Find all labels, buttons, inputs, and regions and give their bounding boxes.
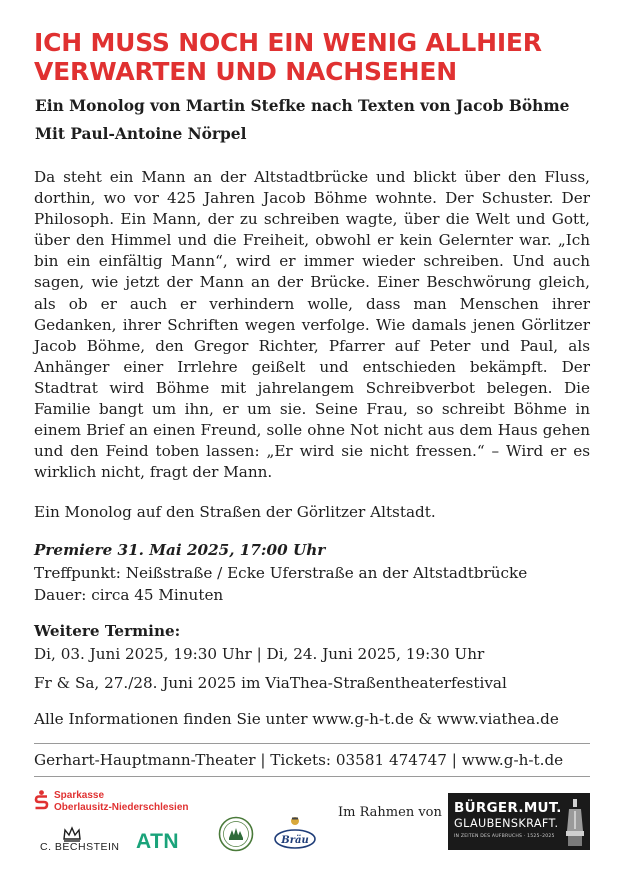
sparkasse-logo [34, 790, 194, 820]
svg-text:Bräu: Bräu [281, 835, 309, 846]
statue-icon [564, 797, 586, 847]
info-line: Alle Informationen finden Sie unter www.g-h-t.de & www.viathea.de [34, 710, 559, 728]
event-subtitle: Ein Monolog von Martin Stefke nach Texten von Jacob Böhme [35, 97, 570, 115]
buerger-mut-tagline: IN ZEITEN DES AUFBRUCHS · 1525–2025 [454, 834, 555, 839]
duration: Dauer: circa 45 Minuten [34, 586, 224, 604]
buerger-mut-logo [448, 793, 590, 850]
event-cast: Mit Paul-Antoine Nörpel [35, 125, 247, 143]
event-title-line-2: VERWARTEN UND NACHSEHEN [34, 57, 457, 86]
footer-divider-top [34, 743, 590, 744]
event-description-closing: Ein Monolog auf den Straßen der Görlitzer Altstadt. [34, 503, 436, 521]
more-dates-line-1: Di, 03. Juni 2025, 19:30 Uhr | Di, 24. Juni 2025, 19:30 Uhr [34, 645, 485, 663]
meeting-point: Treffpunkt: Neißstraße / Ecke Uferstraße an der Altstadtbrücke [34, 564, 528, 582]
buerger-mut-title: BÜRGER.MUT. [454, 800, 562, 816]
event-title [34, 28, 594, 86]
event-description: Da steht ein Mann an der Altstadtbrücke und blickt über den Fluss, dorthin, wo vor 425 Jahren Jacob Böhme wohnte. Der Schuster. Der Philosoph. Ein Mann, der zu schreiben wagte, über die Welt und Gott, über den Himmel und die Freiheit, obwohl er kein Gelernter war. „Ich bin ein einfältig Mann“, wird er immer wieder schreiben. Und auch sagen, wie jetzt der Mann an der Brücke. Einer Beschwörung gleich, als ob er auch er verhindern wolle, dass man Menschen ihrer Gedanken, ihrer Schriften wegen verfolge. Wie damals jenen Görlitzer Jacob Böhme, den Gregor Richter, Pfarrer auf Peter und Paul, als Anhänger einer Irrlehre geißelt und entschieden bekämpft. Der Stadtrat wird Böhme mit jahrelangem Schreibverbot belegen. Die Familie bangt um ihn, er um sie. Seine Frau, so schreibt Böhme in einem Brief an einen Freund, solle ohne Not nicht aus dem Haus gehen und den Feind toben lassen: „Er wird sie nicht fressen.“ – Wird er es wirklich nicht, fragt der Mann. [34, 168, 590, 482]
buerger-mut-subtitle: GLAUBENSKRAFT. [454, 817, 559, 830]
atn-logo: ATN [136, 830, 180, 853]
bechstein-crown-icon [62, 826, 82, 842]
brewery-logo-icon [272, 815, 318, 853]
bechstein-logo: C. BECHSTEIN [40, 841, 120, 853]
more-dates-line-2: Fr & Sa, 27./28. Juni 2025 im ViaThea-Straßentheaterfestival [34, 674, 507, 692]
theater-footer: Gerhart-Hauptmann-Theater | Tickets: 03581 474747 | www.g-h-t.de [34, 751, 564, 769]
premiere-date: Premiere 31. Mai 2025, 17:00 Uhr [34, 541, 326, 559]
sparkasse-region: Oberlausitz-Niederschlesien [54, 802, 189, 813]
framework-label: Im Rahmen von [338, 805, 442, 820]
sparkasse-s-icon [34, 790, 49, 810]
sparkasse-name: Sparkasse [54, 790, 105, 801]
more-dates-heading: Weitere Termine: [34, 622, 181, 640]
event-title-line-1: ICH MUSS NOCH EIN WENIG ALLHIER [34, 28, 542, 57]
forest-seal-icon [218, 816, 254, 852]
footer-divider-bottom [34, 776, 590, 777]
